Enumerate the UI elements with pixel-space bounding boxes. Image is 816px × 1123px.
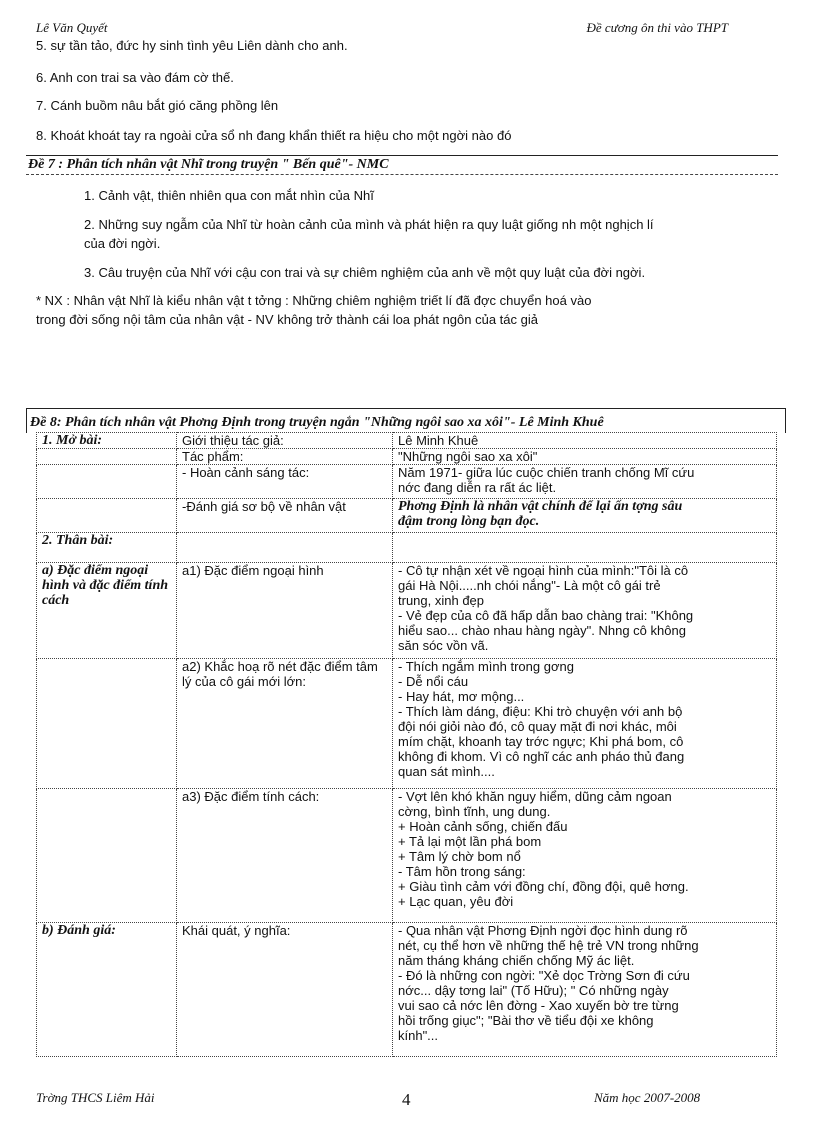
row-topic (177, 533, 393, 563)
table-row (37, 433, 777, 449)
row-content (393, 659, 777, 789)
table-row (37, 465, 777, 499)
de7-item: 1. Cảnh vật, thiên nhiên qua con mắt nhìn của Nhĩ (84, 188, 374, 203)
row-topic: Khái quát, ý nghĩa: (177, 923, 393, 1057)
table-row (37, 659, 777, 789)
content-line: nớc đang diễn ra rất ác liệt. (398, 480, 557, 495)
content-line: - Tâm hồn trong sáng: (398, 864, 526, 879)
row-content (393, 433, 777, 449)
content-line: + Tả lại một lần phá bom (398, 834, 542, 849)
header-author: Lê Văn Quyết (36, 20, 108, 35)
content-line: - Hay hát, mơ mộng... (398, 689, 525, 704)
content-line: - Cô tự nhận xét về ngoại hình của mình:"Tôi là cô (398, 563, 689, 578)
row-section-label (37, 499, 177, 533)
row-section-label (37, 789, 177, 923)
content-line: gái Hà Nội.....nh chói nắng"- Là một cô gái trẻ (398, 578, 661, 593)
page-number: 4 (402, 1090, 411, 1109)
content-line: không đi khom. Vì cô nghĩ các anh pháo thủ đang (398, 749, 685, 764)
row-content (393, 563, 777, 659)
content-line: "Những ngôi sao xa xôi" (398, 449, 538, 464)
row-topic: Tác phẩm: (177, 449, 393, 465)
content-line: cờng, bình tĩnh, ung dung. (398, 804, 551, 819)
table-row (37, 563, 777, 659)
row-topic: -Đánh giá sơ bộ về nhân vật (177, 499, 393, 533)
list-item: 6. Anh con trai sa vào đám cờ thế. (36, 70, 234, 85)
content-line: + Tâm lý chờ bom nổ (398, 849, 521, 864)
row-section-label (37, 465, 177, 499)
content-line: - Vẻ đẹp của cô đã hấp dẫn bao chàng trai: "Không (398, 608, 694, 623)
row-content (393, 465, 777, 499)
content-line: - Vợt lên khó khăn nguy hiểm, dũng cảm ngoan (398, 789, 672, 804)
row-content (393, 499, 777, 533)
list-item: 7. Cánh buồm nâu bắt gió căng phồng lên (36, 98, 279, 113)
content-line: - Thích ngắm mình trong gơng (398, 659, 574, 674)
outline-table (36, 432, 777, 1057)
row-topic: Giới thiệu tác giả: (177, 433, 393, 449)
content-line: đội nói giỏi nào đó, cô quay mặt đi nơi khác, môi (398, 719, 677, 734)
de7-item: 3. Câu truyện của Nhĩ với cậu con trai và sự chiêm nghiệm của anh về một quy luật của đời ngời. (84, 265, 646, 280)
content-line: + Giàu tình cảm với đồng chí, đồng đội, quê hơng. (398, 879, 689, 894)
content-line: + Lạc quan, yêu đời (398, 894, 514, 909)
content-line: - Đó là những con ngời: "Xẻ dọc Trờng Sơn đi cứu (398, 968, 690, 983)
row-section-label: a) Đặc điểm ngoại hình và đặc điểm tính cách (37, 563, 177, 659)
content-line: nét, cụ thể hơn về những thế hệ trẻ VN trong những (398, 938, 699, 953)
row-topic: a1) Đặc điểm ngoại hình (177, 563, 393, 659)
row-section-label: 1. Mở bài: (37, 433, 177, 449)
list-item: 5. sự tần tảo, đức hy sinh tình yêu Liên dành cho anh. (36, 38, 348, 53)
footer-school: Trờng THCS Liêm Hải (36, 1090, 155, 1105)
table-row (37, 789, 777, 923)
table-row (37, 449, 777, 465)
content-line: - Thích làm dáng, điệu: Khi trò chuyện với anh bộ (398, 704, 683, 719)
row-content (393, 789, 777, 923)
content-line: năm tháng kháng chiến chống Mỹ ác liệt. (398, 953, 635, 968)
content-line: trung, xinh đẹp (398, 593, 485, 608)
content-line: Năm 1971- giữa lúc cuộc chiến tranh chống Mĩ cứu (398, 465, 695, 480)
row-topic: - Hoàn cảnh sáng tác: (177, 465, 393, 499)
de7-item: của đời ngời. (84, 236, 161, 251)
content-line: mím chặt, khoanh tay trớc ngực; Khi phá bom, cô (398, 734, 684, 749)
row-section-label: 2. Thân bài: (37, 533, 177, 563)
content-line: quan sát mình.... (398, 764, 495, 779)
table-row (37, 533, 777, 563)
list-item: 8. Khoát khoát tay ra ngoài cửa sổ nh đang khẩn thiết ra hiệu cho một ngời nào đó (36, 128, 512, 143)
content-line: - Qua nhân vật Phơng Định ngời đọc hình dung rõ (398, 923, 688, 938)
row-section-label: b) Đánh giá: (37, 923, 177, 1057)
row-topic: a2) Khắc hoạ rõ nét đặc điểm tâm lý của cô gái mới lớn: (177, 659, 393, 789)
row-section-label (37, 449, 177, 465)
content-line: - Dễ nổi cáu (398, 674, 469, 689)
content-line: Lê Minh Khuê (398, 433, 479, 448)
content-line: đậm trong lòng bạn đọc. (398, 514, 540, 529)
de7-title: Đề 7 : Phân tích nhân vật Nhĩ trong truyện " Bến quê"- NMC (28, 157, 389, 172)
row-content (393, 533, 777, 563)
de8-title: Đề 8: Phân tích nhân vật Phơng Định trong truyện ngắn "Những ngôi sao xa xôi"- Lê Minh Khuê (30, 415, 604, 430)
content-line: Phơng Định là nhân vật chính để lại ấn tợng sâu (398, 499, 683, 514)
de7-note: * NX : Nhân vật Nhĩ là kiểu nhân vật t tởng : Những chiêm nghiệm triết lí đã đợc chuyển hoá vào (36, 293, 592, 308)
content-line: hồi trống giục"; "Bài thơ về tiểu đội xe không (398, 1013, 654, 1028)
row-content (393, 449, 777, 465)
content-line: nớc... dậy tơng lai" (Tố Hữu); " Có những ngày (398, 983, 669, 998)
header-doc-title: Đề cương ôn thi vào THPT (586, 20, 728, 35)
content-line: kính"... (398, 1028, 439, 1043)
de7-item: 2. Những suy ngẫm của Nhĩ từ hoàn cảnh của mình và phát hiện ra quy luật giống nh một nghịch lí (84, 217, 654, 232)
content-line: hiểu sao... chào nhau hàng ngày". Nhng cô không (398, 623, 686, 638)
table-row (37, 499, 777, 533)
de7-note: trong đời sống nội tâm của nhân vật - NV không trở thành cái loa phát ngôn của tác giả (36, 312, 538, 327)
row-content (393, 923, 777, 1057)
row-topic: a3) Đặc điểm tính cách: (177, 789, 393, 923)
footer-year: Năm học 2007-2008 (594, 1090, 701, 1105)
table-row (37, 923, 777, 1057)
content-line: săn sóc vồn vã. (398, 638, 489, 653)
content-line: vui sao cả nớc lên đờng - Xao xuyến bờ tre từng (398, 998, 679, 1013)
row-section-label (37, 659, 177, 789)
content-line: + Hoàn cảnh sống, chiến đấu (398, 819, 568, 834)
